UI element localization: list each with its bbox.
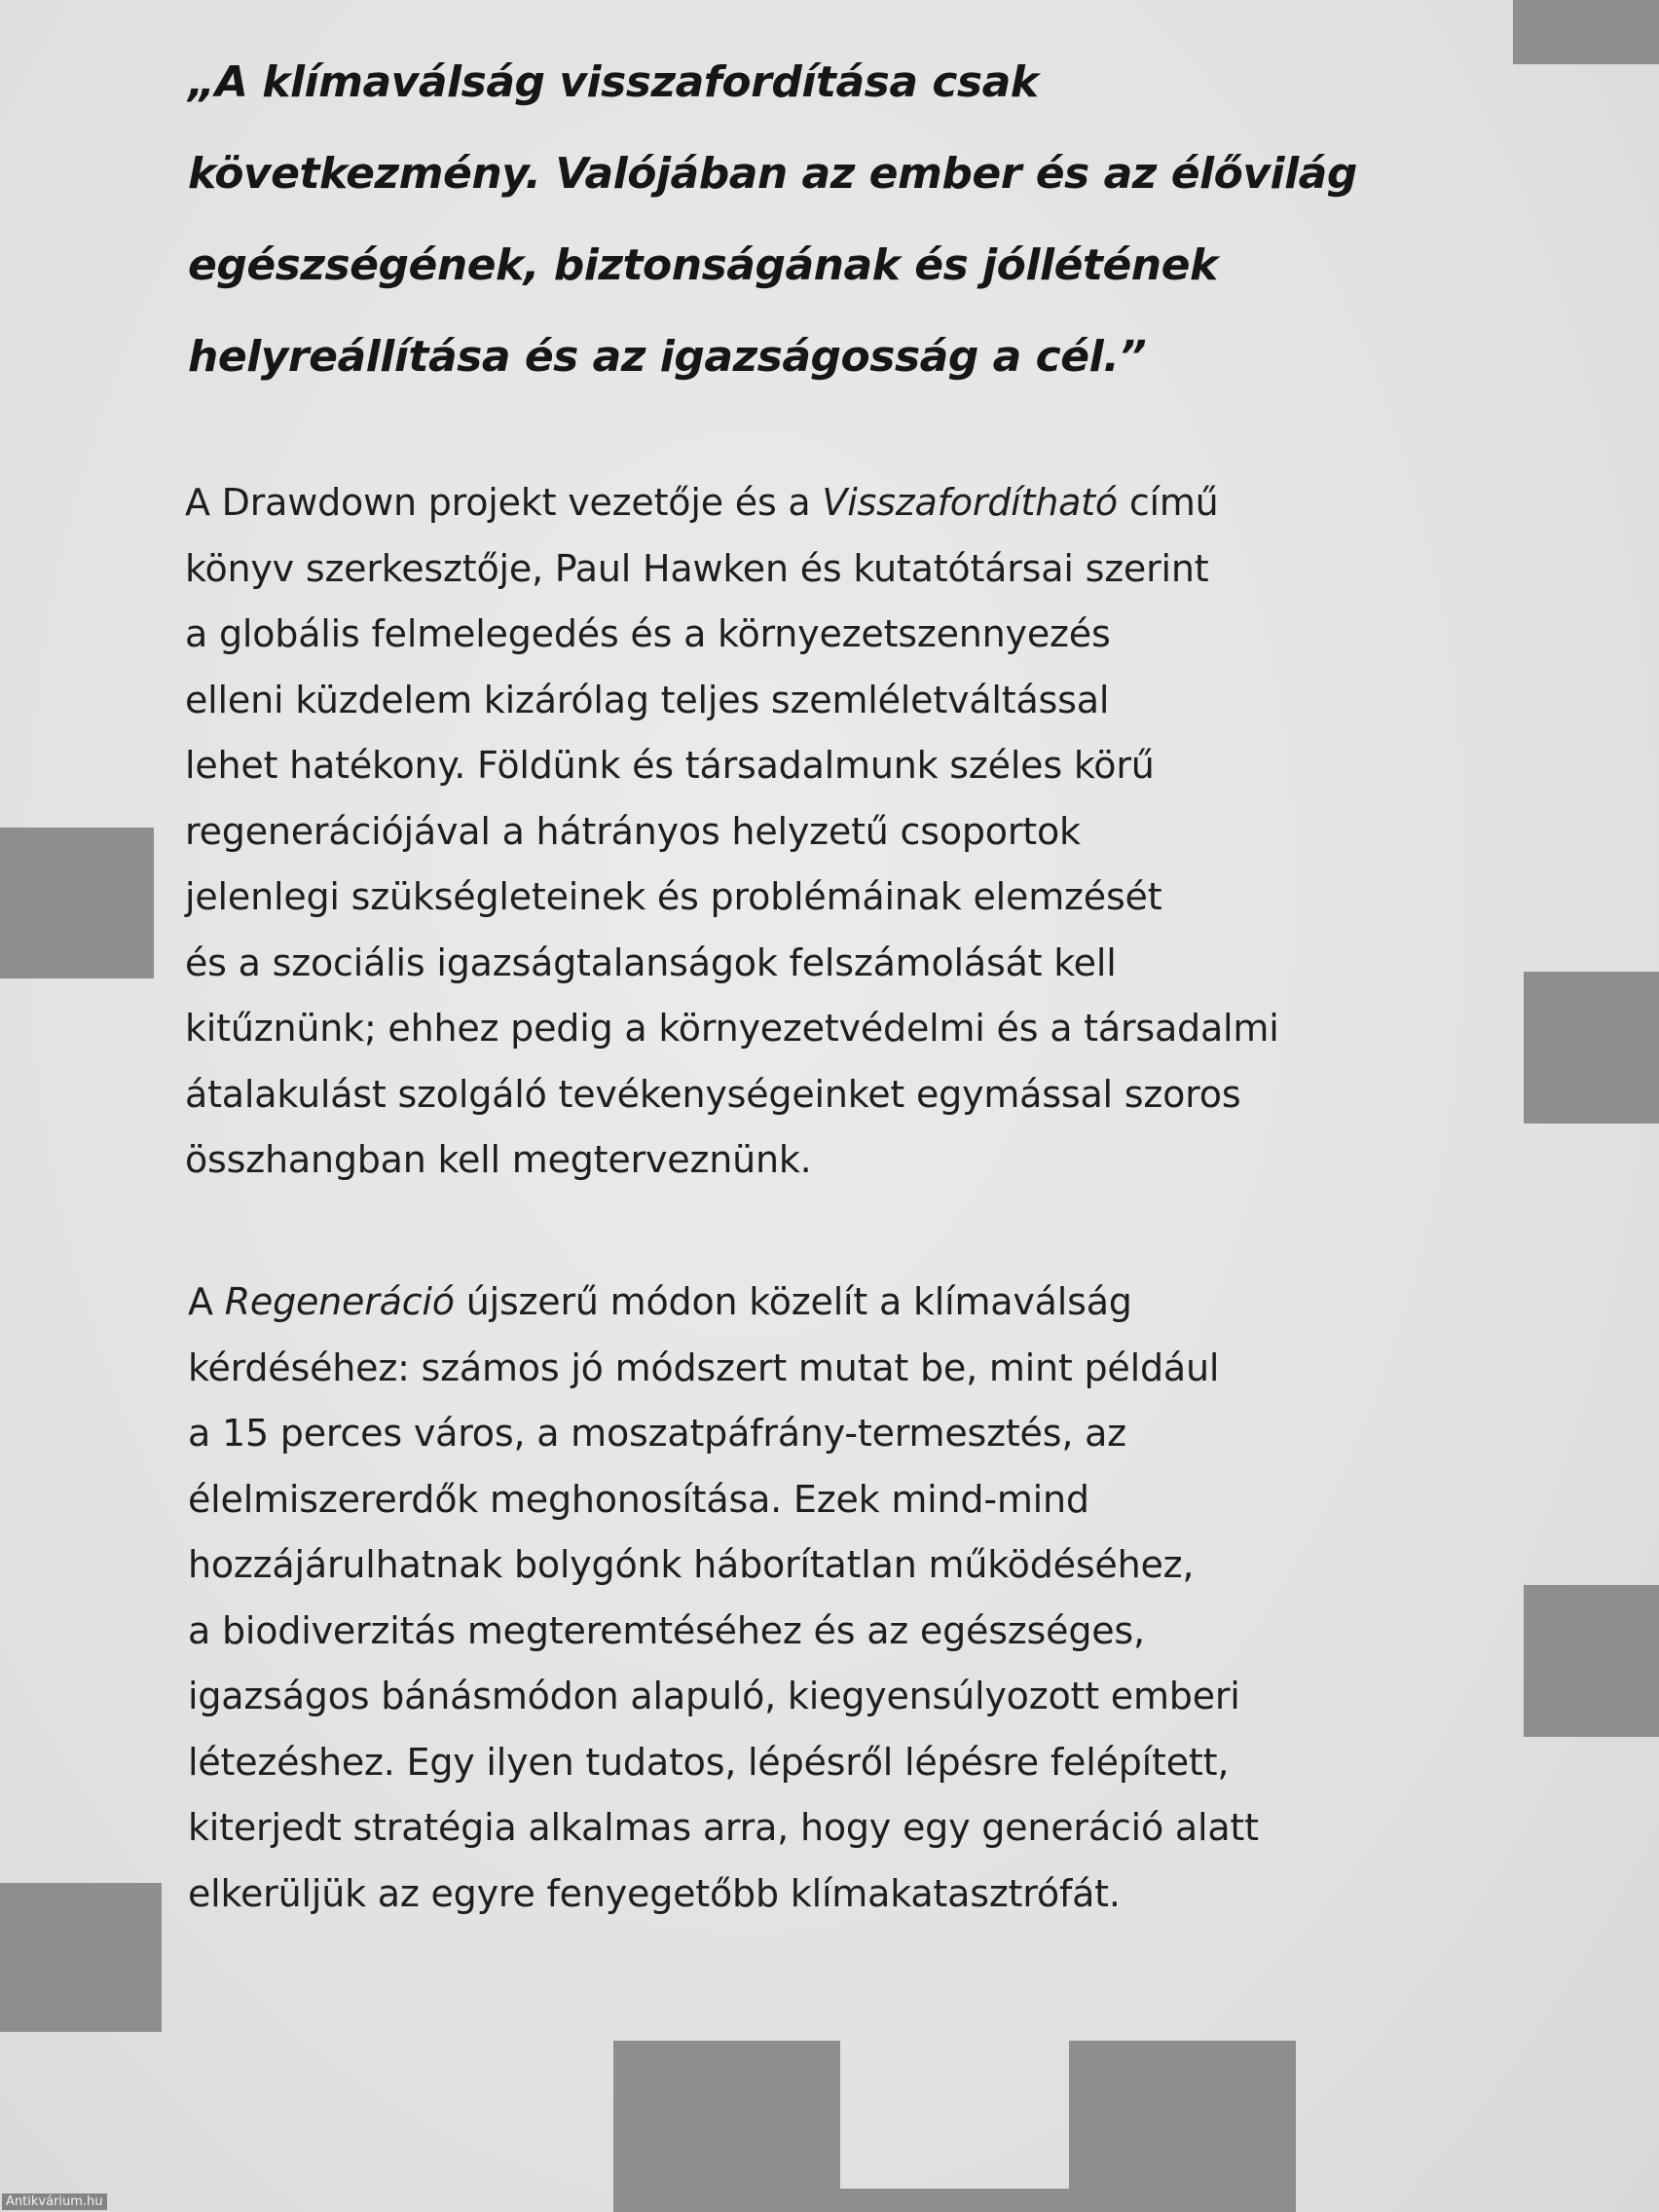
paragraph-line: a biodiverzitás megteremtéséhez és az egészséges, — [188, 1608, 1145, 1652]
paragraph-line: elleni küzdelem kizárólag teljes szemléletváltással — [185, 678, 1110, 721]
paragraph-line: a 15 perces város, a moszatpáfrány-termesztés, az — [188, 1412, 1126, 1455]
paragraph-line: kiterjedt stratégia alkalmas arra, hogy egy generáció alatt — [188, 1806, 1259, 1849]
paragraph-line: könyv szerkesztője, Paul Hawken és kutatótársai szerint — [185, 546, 1209, 590]
paragraph-text: című — [1117, 481, 1219, 524]
paragraph-line: és a szociális igazságtalanságok felszámolását kell — [185, 940, 1117, 984]
book-title: Visszafordítható — [822, 481, 1118, 524]
paragraph-text: A — [188, 1280, 225, 1323]
paragraph-line: a globális felmelegedés és a környezetszennyezés — [185, 612, 1111, 655]
book-title: Regeneráció — [224, 1280, 455, 1323]
paragraph-text: újszerű módon közelít a klímaválság — [454, 1280, 1132, 1323]
paragraph-line: elkerüljük az egyre fenyegetőbb klímakatasztrófát. — [188, 1871, 1121, 1915]
paragraph-line — [185, 470, 1509, 536]
quote-line: helyreállítása és az igazságosság a cél.” — [188, 332, 1147, 382]
paragraph-line — [188, 1270, 1512, 1336]
paragraph-line: jelenlegi szükségleteinek és problémáinak elemzését — [185, 875, 1162, 918]
decorative-square-right-upper — [1524, 972, 1659, 1124]
body-paragraph-2 — [188, 1270, 1512, 1927]
paragraph-line: létezéshez. Egy ilyen tudatos, lépésről lépésre felépített, — [188, 1740, 1230, 1784]
paragraph-line: átalakulást szolgáló tevékenységeinket egymással szoros — [185, 1072, 1241, 1116]
paragraph-line: hozzájárulhatnak bolygónk háborítatlan működéséhez, — [188, 1543, 1195, 1586]
decorative-square-right-lower — [1524, 1585, 1659, 1737]
decorative-square-bottom-middle — [840, 2189, 1069, 2212]
paragraph-line: kitűznünk; ehhez pedig a környezetvédelmi és a társadalmi — [185, 1007, 1279, 1050]
decorative-square-top-right — [1513, 0, 1659, 64]
decorative-square-left-upper — [0, 828, 154, 978]
quote-line: „A klímaválság visszafordítása csak — [188, 57, 1039, 107]
body-paragraph-1 — [185, 470, 1509, 1194]
paragraph-line: regenerációjával a hátrányos helyzetű csoportok — [185, 809, 1081, 853]
decorative-square-bottom-left — [613, 2041, 840, 2212]
quote-line: következmény. Valójában az ember és az élővilág — [188, 149, 1357, 199]
paragraph-line: igazságos bánásmódon alapuló, kiegyensúlyozott emberi — [188, 1675, 1240, 1717]
paragraph-text: A Drawdown projekt vezetője és a — [185, 481, 823, 524]
paragraph-line: összhangban kell megterveznünk. — [185, 1138, 812, 1181]
decorative-square-bottom-right — [1069, 2041, 1296, 2212]
paragraph-line: lehet hatékony. Földünk és társadalmunk széles körű — [185, 744, 1155, 787]
quote-line: egészségének, biztonságának és jóllétének — [188, 240, 1218, 290]
paragraph-line: élelmiszererdők meghonosítása. Ezek mind-mind — [188, 1477, 1089, 1521]
decorative-square-left-lower — [0, 1883, 162, 2032]
paragraph-line: kérdéséhez: számos jó módszert mutat be, mint például — [188, 1346, 1220, 1389]
pull-quote — [188, 37, 1512, 403]
watermark-text: Antikvárium.hu — [2, 2194, 107, 2210]
